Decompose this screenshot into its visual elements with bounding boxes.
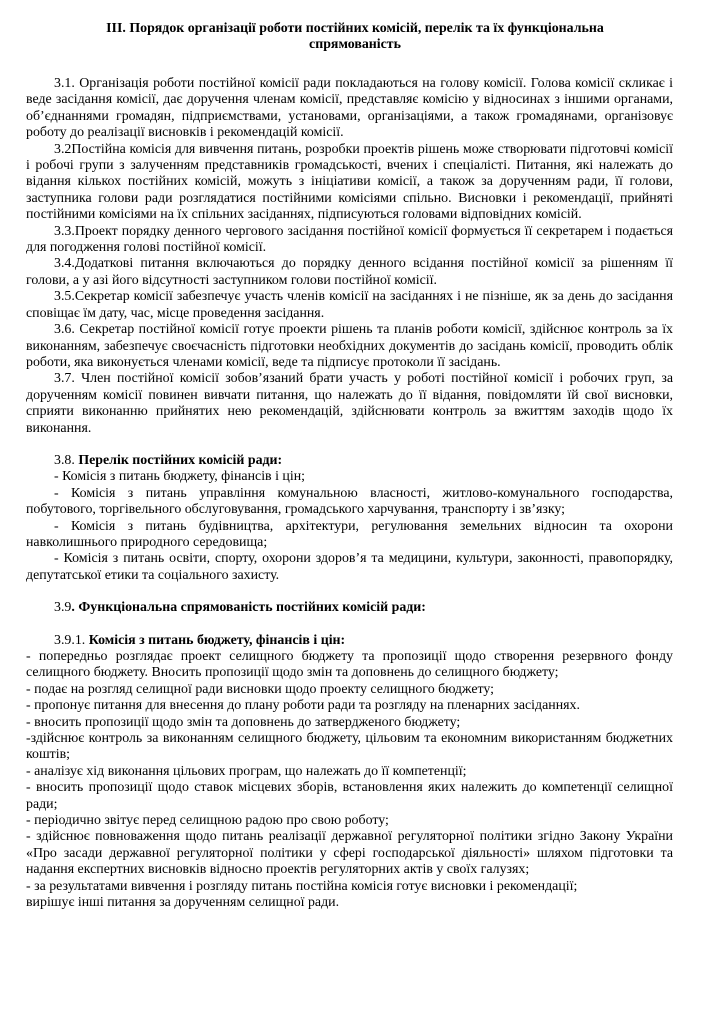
list-item: - здійснює повноваження щодо питань реалізації державної регуляторної політики згідно Закону України «Про засади державної регуляторної політики у сфері господарської діяльності» шляхом підготовки та надання експертних висновків відносно проектів регуляторних актів у своїх галузях;	[26, 829, 673, 878]
section-heading: . Функціональна спрямованість постійних комісій ради:	[71, 600, 426, 616]
section-title-line-2: спрямованість	[309, 37, 401, 53]
spacer	[26, 437, 673, 453]
spacer	[26, 584, 673, 600]
paragraph-3-7: 3.7. Член постійної комісії зобов’язаний брати участь у роботі постійної комісії і робочих груп, за дорученням комісії повинен вивчати питання, що належать до її відання, повідомляти їй свої висновки, сприяти виконанню прийнятих нею рекомендацій, здійснювати контроль за вжиттям заходів щодо їх виконання.	[26, 371, 673, 436]
paragraph-3-4: 3.4.Додаткові питання включаються до порядку денного всідання постійної комісії за рішенням її голови, а у азі його відсутності заступником голови постійної комісії.	[26, 256, 673, 288]
list-item: - пропонує питання для внесення до плану роботи ради та розгляду на пленарних засіданнях.	[26, 698, 580, 714]
section-title	[0, 21, 710, 54]
section-heading: Комісія з питань бюджету, фінансів і цін:	[88, 632, 346, 648]
section-title-line-1: ІІІ. Порядок організації роботи постійних комісій, перелік та їх функціональна	[106, 21, 604, 36]
section-number: 3.8.	[54, 452, 79, 468]
section-number: 3.9.1.	[54, 632, 89, 648]
list-item: - періодично звітує перед селищною радою про свою роботу;	[26, 813, 389, 829]
section-3-9-heading	[26, 600, 673, 616]
paragraph-3-5: 3.5.Секретар комісії забезпечує участь членів комісії на засіданнях і не пізніше, як за день до засідання сповіщає їм дату, час, місце проведення засідання.	[26, 289, 673, 321]
list-item: -здійснює контроль за виконанням селищного бюджету, цільовим та економним використанням бюджетних коштів;	[26, 731, 673, 763]
section-heading: Перелік постійних комісій ради:	[78, 452, 283, 468]
list-item: - аналізує хід виконання цільових програм, що належать до її компетенції;	[26, 763, 467, 779]
list-item: - Комісія з питань будівництва, архітектури, регулювання земельних відносин та охорони навколишнього природного середовища;	[26, 518, 673, 550]
paragraph-3-3: 3.3.Проект порядку денного чергового засідання постійної комісії формується її секретарем і подається для погодження голові постійної комісії.	[26, 223, 673, 256]
list-item: вирішує інші питання за дорученням селищної ради.	[26, 895, 340, 911]
list-item: - Комісія з питань бюджету, фінансів і цін;	[54, 469, 305, 485]
paragraph-3-2: 3.2Постійна комісія для вивчення питань, розробки проектів рішень може створювати підготовчі комісії і робочі групи з залученням представників громадськості, вчених і спеціалісті. Питання, які належать до відання кількох постійних комісій, можуть з ініціативи комісії, а також за дорученням ради, її голови, заступника голови ради розглядатися постійними комісіями спільно. Висновки і рекомендації, прийняті постійними комісіями на їх спільних засіданнях, підписуються головами відповідних комісій.	[26, 141, 673, 223]
section-3-9-1-heading	[26, 633, 673, 649]
paragraph-3-1: 3.1. Організація роботи постійної комісії ради покладаються на голову комісії. Голова комісії скликає і веде засідання комісії, дає доручення членам комісії, представляє комісію у відносинах з іншими органами, об’єднаннями громадян, підприємствами, установами, організаціями, а також громадянами, організовує роботу до реалізації висновків і рекомендацій комісії.	[26, 76, 673, 141]
document-body	[26, 76, 673, 912]
list-item: - попередньо розглядає проект селищного бюджету та пропозиції щодо створення резервного фонду селищного бюджету. Вносить пропозиції щодо змін та доповнень до селищного бюджету;	[26, 649, 673, 681]
list-item: - подає на розгляд селищної ради висновки щодо проекту селищного бюджету;	[26, 681, 495, 697]
spacer	[26, 617, 673, 633]
section-3-8-heading	[26, 453, 673, 469]
list-item: - вносить пропозиції щодо змін та доповнень до затвердженого бюджету;	[26, 714, 461, 730]
list-item: - вносить пропозиції щодо ставок місцевих зборів, встановлення яких належить до компетенції селищної ради;	[26, 780, 673, 812]
section-number: 3.9	[54, 600, 72, 616]
paragraph-3-6: 3.6. Секретар постійної комісії готує проекти рішень та планів роботи комісії, здійснює контроль за їх виконанням, забезпечує своєчасність підготовки необхідних документів до засідань комісії, проводить облік роботи, яка виконується членами комісії, веде та підписує протоколи її засідань.	[26, 322, 673, 370]
list-item: - Комісія з питань освіти, спорту, охорони здоров’я та медицини, культури, законності, правопорядку, депутатської етики та соціального захисту.	[26, 551, 673, 583]
list-item: - за результатами вивчення і розгляду питань постійна комісія готує висновки і рекомендації;	[26, 878, 578, 894]
list-item: - Комісія з питань управління комунальною власності, житлово-комунального господарства, побутового, торгівельного обслуговування, громадського харчування, транспорту і зв’язку;	[26, 485, 673, 518]
